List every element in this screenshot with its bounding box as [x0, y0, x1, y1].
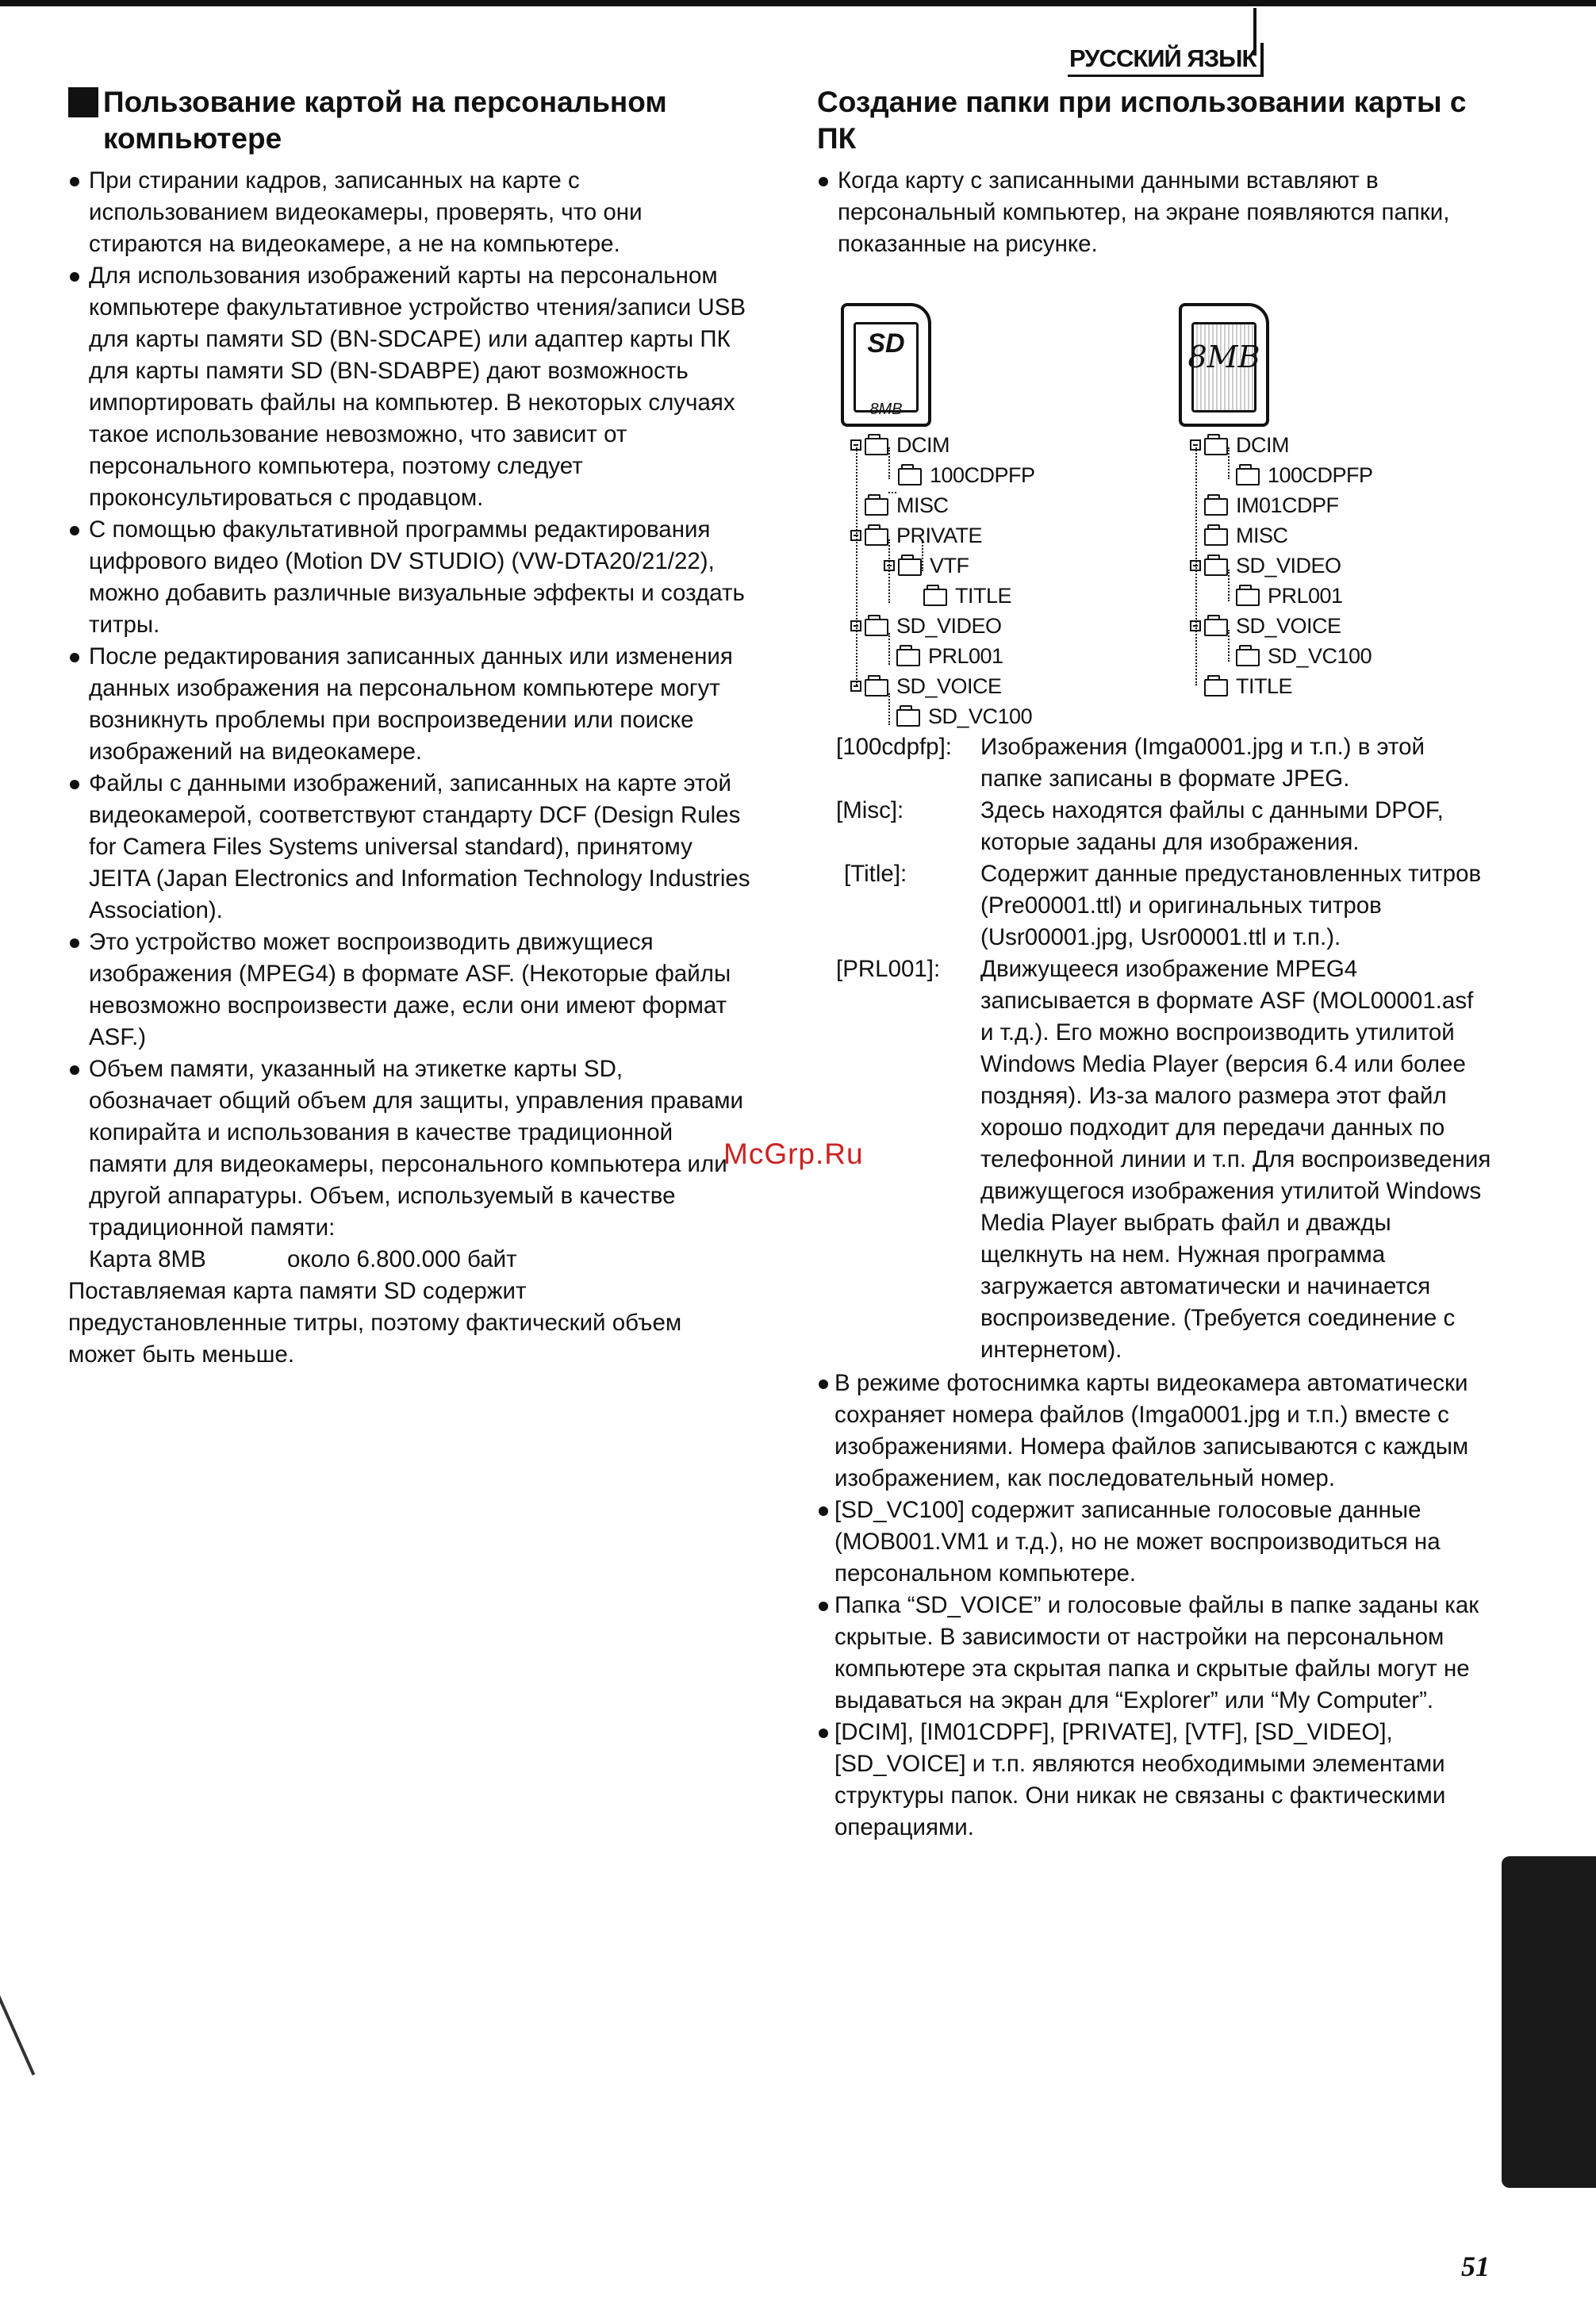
sd-card-capacity: 8MB — [869, 401, 903, 418]
capacity-card: Карта 8MB — [89, 1246, 206, 1272]
folder-icon — [865, 528, 888, 546]
folder-icon — [896, 649, 920, 666]
list-item: [DCIM], [IM01CDPF], [PRIVATE], [VTF], [SD_VIDEO], [SD_VOICE] и т.п. являются необходимыми элементами структуры папок. Они никак не связаны с фактическими операциями. — [817, 1717, 1491, 1844]
tree-node: IM01CDPF — [1204, 490, 1339, 520]
folder-icon — [896, 709, 920, 727]
definition-desc: Здесь находятся файлы с данными DPOF, которые заданы для изображения. — [980, 797, 1444, 855]
card-8mb-label: 8MB — [1187, 340, 1260, 374]
tree-node: SD_VOICE — [850, 671, 1002, 701]
language-label: РУССКИЙ ЯЗЫК — [1068, 43, 1264, 77]
folder-icon — [1236, 589, 1260, 606]
left-column — [68, 84, 750, 1371]
definition-desc: Движущееся изображение MPEG4 записывается в формате ASF (MOL00001.asf и т.д.). Его можно воспроизводить утилитой Windows Media Player (версия 6.4 или более поздняя). Из-за малого размера этот файл хорошо подходит для передачи данных по телефонной линии и т.п. Для воспроизведения движущегося изображения утилитой Windows Media Player выбрать файл и дважды щелкнуть на нем. Нужная программа загружается автоматически и начинается воспроизведение. (Требуется соединение с интернетом). — [980, 956, 1491, 1363]
folder-icon — [898, 558, 922, 576]
watermark: McGrp.Ru — [723, 1138, 864, 1170]
list-item: Объем памяти, указанный на этикетке карты SD, обозначает общий объем для защиты, управления правами копирайта и использования в качестве традиционной памяти для видеокамеры, персонального компьютера или другой аппаратуры. Объем, используемый в качестве традиционной памяти: — [68, 1053, 750, 1244]
definition-term: [Misc]: — [836, 797, 904, 823]
folder-icon — [1204, 498, 1228, 516]
definition-term: [PRL001]: — [836, 956, 941, 982]
definition-desc: Содержит данные предустановленных титров (Pre00001.ttl) и оригинальных титров (Usr00001.jpg, Usr00001.ttl и т.п.). — [980, 861, 1482, 950]
folder-tree-2 — [1190, 430, 1475, 700]
folder-icon — [1236, 468, 1260, 485]
definition-term: [Title]: — [844, 861, 907, 887]
top-rule — [0, 0, 1596, 6]
right-section-title: Создание папки при использовании карты с ПК — [817, 86, 1467, 155]
left-title-text: Пользование картой на персональном компьютере — [103, 86, 667, 155]
tree-node: 100CDPFP — [1236, 460, 1373, 490]
folder-icon — [865, 679, 888, 696]
folder-icon — [1204, 619, 1228, 636]
list-item: Папка “SD_VOICE” и голосовые файлы в папке заданы как скрытые. В зависимости от настройки на персональном компьютере эта скрытая папка и скрытые файлы могут не выдаваться на экран для “Explorer” или “My Computer”. — [817, 1590, 1491, 1717]
right-column — [817, 84, 1491, 1844]
capacity-row — [68, 1244, 750, 1276]
tree-node: VTF — [884, 551, 969, 581]
left-section-title — [68, 84, 750, 157]
folder-icon — [1236, 649, 1260, 666]
folder-icon — [865, 438, 888, 455]
capacity-note: Поставляемая карта памяти SD содержит предустановленные титры, поэтому фактический объем может быть меньше. — [68, 1278, 682, 1368]
folder-icon — [1204, 438, 1228, 455]
list-item: При стирании кадров, записанных на карте с использованием видеокамеры, проверять, что они стираются на видеокамере, а не на компьютере. — [68, 165, 750, 260]
capacity-value: около 6.800.000 байт — [287, 1246, 517, 1272]
list-item: [SD_VC100] содержит записанные голосовые данные (MOB001.VM1 и т.д.), но не может воспроизводиться на персональном компьютере. — [817, 1495, 1491, 1590]
folder-tree-1 — [850, 430, 1136, 731]
tree-node: DCIM — [1190, 430, 1289, 460]
list-item: Файлы с данными изображений, записанных на карте этой видеокамерой, соответствуют стандарту DCF (Design Rules for Camera Files Systems universal standard), принятому JEITA (Japan Electronics and Information Technology Industries Association). — [68, 768, 750, 927]
sd-card-8mb-icon — [1179, 303, 1269, 427]
list-item: С помощью факультативной программы редактирования цифрового видео (Motion DV STUDIO) (VW-DTA20/21/22), можно добавить различные визуальные эффекты и создать титры. — [68, 514, 750, 641]
definition-row — [817, 954, 1491, 1366]
definition-row — [817, 795, 1491, 858]
page-number: 51 — [1461, 2251, 1490, 2282]
tree-node: SD_VC100 — [1236, 641, 1372, 671]
tree-node: SD_VIDEO — [1190, 551, 1341, 581]
definition-row — [817, 731, 1491, 795]
folder-icon — [865, 498, 888, 516]
tree-node: TITLE — [1204, 671, 1292, 701]
folder-icon — [1204, 679, 1228, 696]
folder-icon — [865, 619, 888, 636]
folder-icon — [1204, 528, 1228, 546]
tree-node: SD_VOICE — [1190, 611, 1341, 641]
tree-node: SD_VC100 — [896, 701, 1032, 731]
definition-term: [100cdpfp]: — [836, 734, 952, 760]
tree-node: TITLE — [923, 581, 1011, 611]
right-bullet-list — [817, 1368, 1491, 1844]
folder-diagram — [817, 303, 1491, 731]
list-item: Для использования изображений карты на персональном компьютере факультативное устройство чтения/записи USB для карты памяти SD (BN-SDCAPE) или адаптер карты ПК для карты памяти SD (BN-SDABPE) дают возможность импортировать файлы на компьютер. В некоторых случаях такое использование невозможно, что зависит от персонального компьютера, поэтому следует проконсультироваться с продавцом. — [68, 260, 750, 514]
tree-node: DCIM — [850, 430, 950, 460]
folder-definitions — [817, 731, 1491, 1366]
tree-node: PRL001 — [1236, 581, 1343, 611]
scan-edge-mark — [0, 1966, 35, 2076]
list-item: После редактирования записанных данных или изменения данных изображения на персональном компьютере могут возникнуть проблемы при воспроизведении или поиске изображений на видеокамере. — [68, 641, 750, 768]
folder-icon — [923, 589, 947, 606]
sd-card-icon — [841, 303, 931, 427]
tree-node: 100CDPFP — [888, 460, 1035, 490]
section-marker-icon — [68, 87, 98, 117]
tree-node: SD_VIDEO — [850, 611, 1002, 641]
intro-list — [817, 165, 1491, 260]
list-item: Это устройство может воспроизводить движущиеся изображения (MPEG4) в формате ASF. (Некоторые файлы невозможно воспроизвести даже, если они имеют формат ASF.) — [68, 927, 750, 1053]
tree-node: MISC — [865, 490, 949, 520]
intro-text: Когда карту с записанными данными вставляют в персональный компьютер, на экране появляются папки, показанные на рисунке. — [817, 165, 1491, 260]
tree-node: PRIVATE — [850, 520, 982, 551]
tree-node: MISC — [1204, 520, 1288, 551]
definition-desc: Изображения (Imga0001.jpg и т.п.) в этой папке записаны в формате JPEG. — [980, 734, 1425, 792]
definition-row — [817, 858, 1491, 954]
list-item: В режиме фотоснимка карты видеокамера автоматически сохраняет номера файлов (Imga0001.jpg и т.п.) вместе с изображениями. Номера файлов записываются с каждым изображением, как последовательный номер. — [817, 1368, 1491, 1495]
tree-node: PRL001 — [896, 641, 1003, 671]
side-tab — [1502, 1856, 1596, 2188]
folder-icon — [898, 468, 922, 485]
sd-logo: SD — [867, 328, 905, 359]
left-bullet-list — [68, 165, 750, 1244]
folder-icon — [1204, 558, 1228, 576]
